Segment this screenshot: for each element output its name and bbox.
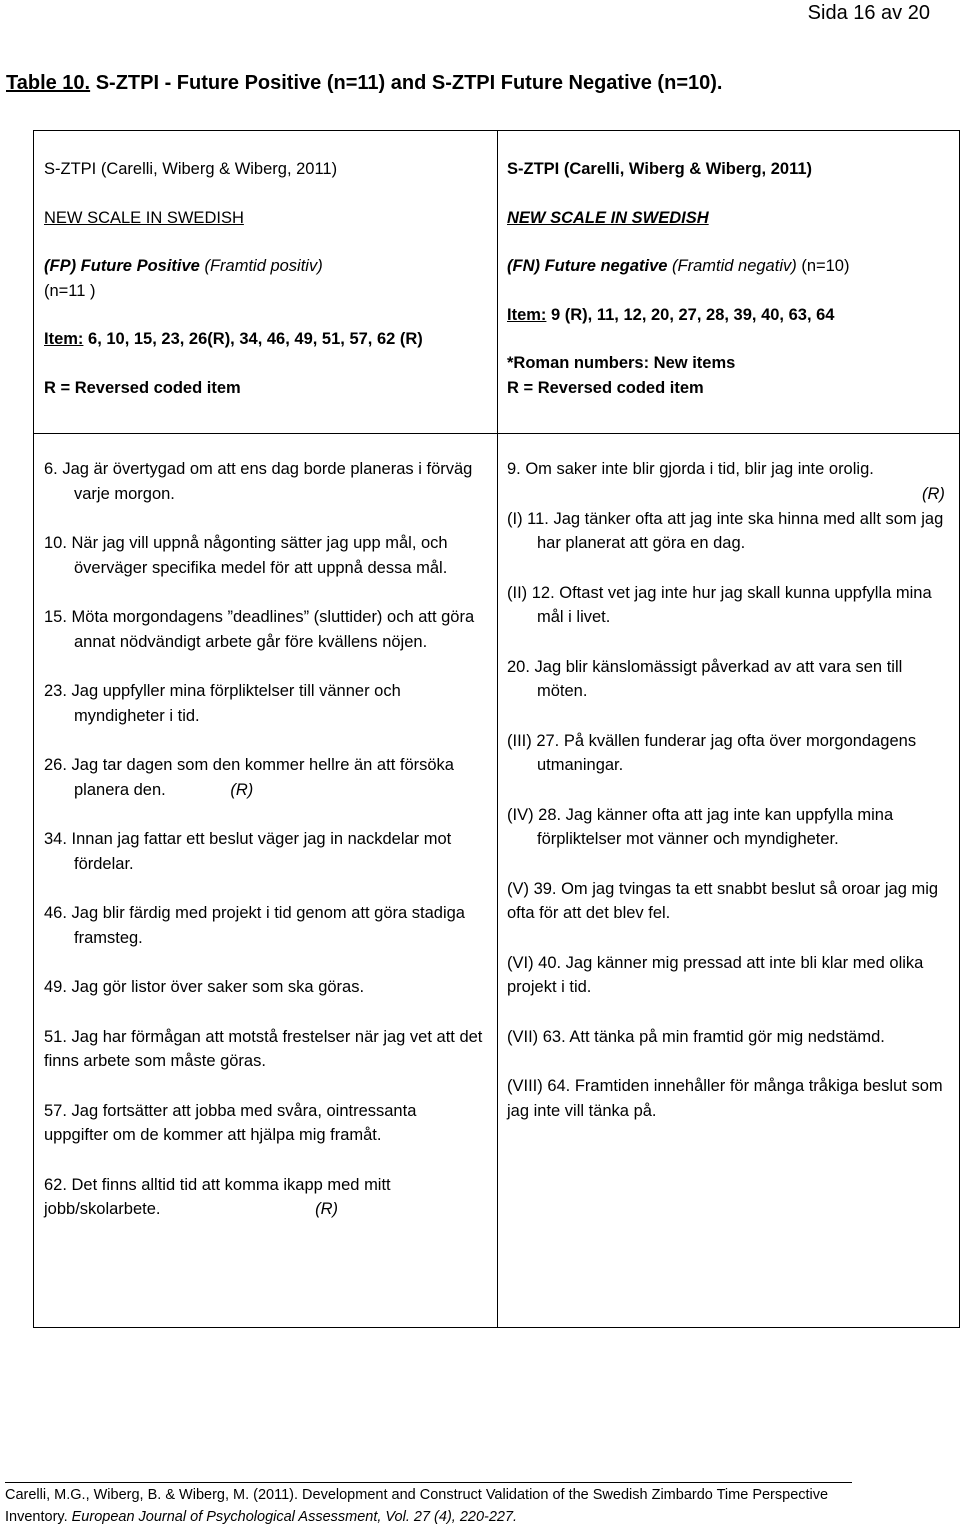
citation-journal: European Journal of Psychological Assessment, Vol. 27 (4), 220-227. (71, 1509, 518, 1525)
left-source: S-ZTPI (Carelli, Wiberg & Wiberg, 2011) (44, 160, 338, 178)
left-subscale-rest: (Framtid positiv) (204, 257, 323, 275)
list-item: 34. Innan jag fattar ett beslut väger jag in nackdelar mot fördelar. (44, 830, 452, 873)
reverse-mark: (R) (315, 1200, 338, 1218)
list-item: 15. Möta morgondagens ”deadlines” (sluttider) och att göra annat nödvändigt arbete går före kvällens nöjen. (44, 608, 475, 651)
footnote-rule (5, 1482, 852, 1483)
right-n: (n=10) (801, 257, 850, 275)
list-item (44, 753, 484, 802)
list-item: 49. Jag gör listor över saker som ska göras. (44, 978, 365, 996)
list-item: (VI) 40. Jag känner mig pressad att inte bli klar med olika projekt i tid. (507, 953, 924, 996)
list-item: 57. Jag fortsätter att jobba med svåra, ointressanta uppgifter om de kommer att hjälpa mig framåt. (44, 1101, 417, 1144)
left-subscale (44, 254, 484, 279)
list-item: (VII) 63. Att tänka på min framtid gör mig nedstämd. (507, 1027, 885, 1046)
left-subscale-bold: (FP) Future Positive (44, 257, 200, 275)
list-item: (V) 39. Om jag tvingas ta ett snabbt beslut så oroar jag mig ofta för att det blev fel. (507, 879, 939, 922)
right-subscale-rest: (Framtid negativ) (672, 257, 797, 275)
list-item: 23. Jag uppfyller mina förpliktelser till vänner och myndigheter i tid. (44, 682, 401, 725)
right-subscale-bold: (FN) Future negative (507, 257, 668, 275)
table-label: Table 10. (6, 72, 91, 94)
left-items-cell (44, 457, 484, 1247)
left-items (44, 327, 484, 352)
item-text: 26. Jag tar dagen som den kommer hellre än att försöka planera den. (44, 756, 454, 799)
list-item (44, 1173, 484, 1222)
list-item: 51. Jag har förmågan att motstå frestelser när jag vet att det finns arbete som måste göras. (44, 1027, 483, 1070)
item-text: 62. Det finns alltid tid att komma ikapp med mitt jobb/skolarbete. (44, 1175, 391, 1218)
citation-line-2 (5, 1506, 828, 1528)
list-item: 6. Jag är övertygad om att ens dag borde planeras i förväg varje morgon. (44, 460, 473, 503)
list-item: 20. Jag blir känslomässigt påverkad av att vara sen till möten. (507, 657, 903, 700)
left-header-cell (44, 157, 484, 424)
citation-plain: Inventory. (5, 1509, 72, 1525)
left-scale: NEW SCALE IN SWEDISH (44, 208, 244, 227)
table-caption: S-ZTPI - Future Positive (n=11) and S-ZTPI Future Negative (n=10). (95, 72, 723, 94)
table-title (6, 72, 722, 95)
item-text: 9. Om saker inte blir gjorda i tid, blir jag inte orolig. (507, 460, 874, 478)
reverse-mark: (R) (230, 780, 254, 799)
left-reversed-note: R = Reversed coded item (44, 378, 241, 397)
right-subscale (507, 254, 952, 279)
page-number: Sida 16 av 20 (807, 2, 930, 24)
citation-line-1: Carelli, M.G., Wiberg, B. & Wiberg, M. (2011). Development and Construct Validation of the Swedish Zimbardo Time Perspective (5, 1487, 829, 1503)
right-items-label: Item: (507, 305, 547, 324)
right-items (507, 303, 952, 328)
scale-table (33, 130, 960, 1328)
footnote-citation (5, 1484, 828, 1528)
right-source: S-ZTPI (Carelli, Wiberg & Wiberg, 2011) (507, 160, 813, 178)
left-items-label: Item: (44, 330, 84, 348)
right-items-list: 9 (R), 11, 12, 20, 27, 28, 39, 40, 63, 64 (551, 305, 835, 324)
list-item: (I) 11. Jag tänker ofta att jag inte ska hinna med allt som jag har planerat att göra en dag. (507, 509, 944, 552)
column-divider (497, 131, 498, 1327)
right-items-cell (507, 457, 952, 1148)
list-item: (IV) 28. Jag känner ofta att jag inte kan uppfylla mina förpliktelser mot vänner och myndigheter. (507, 805, 894, 848)
left-n: (n=11 ) (44, 281, 96, 300)
right-reversed-note: R = Reversed coded item (507, 378, 704, 397)
list-item: (VIII) 64. Framtiden innehåller för många tråkiga beslut som jag inte vill tänka på. (507, 1077, 943, 1120)
list-item: 9. Om saker inte blir gjorda i tid, blir jag inte orolig. (R) (507, 460, 945, 503)
list-item: (II) 12. Oftast vet jag inte hur jag skall kunna uppfylla mina mål i livet. (507, 583, 932, 626)
list-item: (III) 27. På kvällen funderar jag ofta över morgondagens utmaningar. (507, 731, 917, 774)
right-scale: NEW SCALE IN SWEDISH (507, 208, 709, 227)
right-header-cell (507, 157, 952, 424)
left-items-list: 6, 10, 15, 23, 26(R), 34, 46, 49, 51, 57, 62 (R) (88, 330, 423, 348)
list-item: 46. Jag blir färdig med projekt i tid genom att göra stadiga framsteg. (44, 904, 465, 947)
list-item: 10. När jag vill uppnå någonting sätter jag upp mål, och överväger specifika medel för att uppnå dessa mål. (44, 534, 448, 577)
right-roman-note: *Roman numbers: New items (507, 354, 736, 372)
